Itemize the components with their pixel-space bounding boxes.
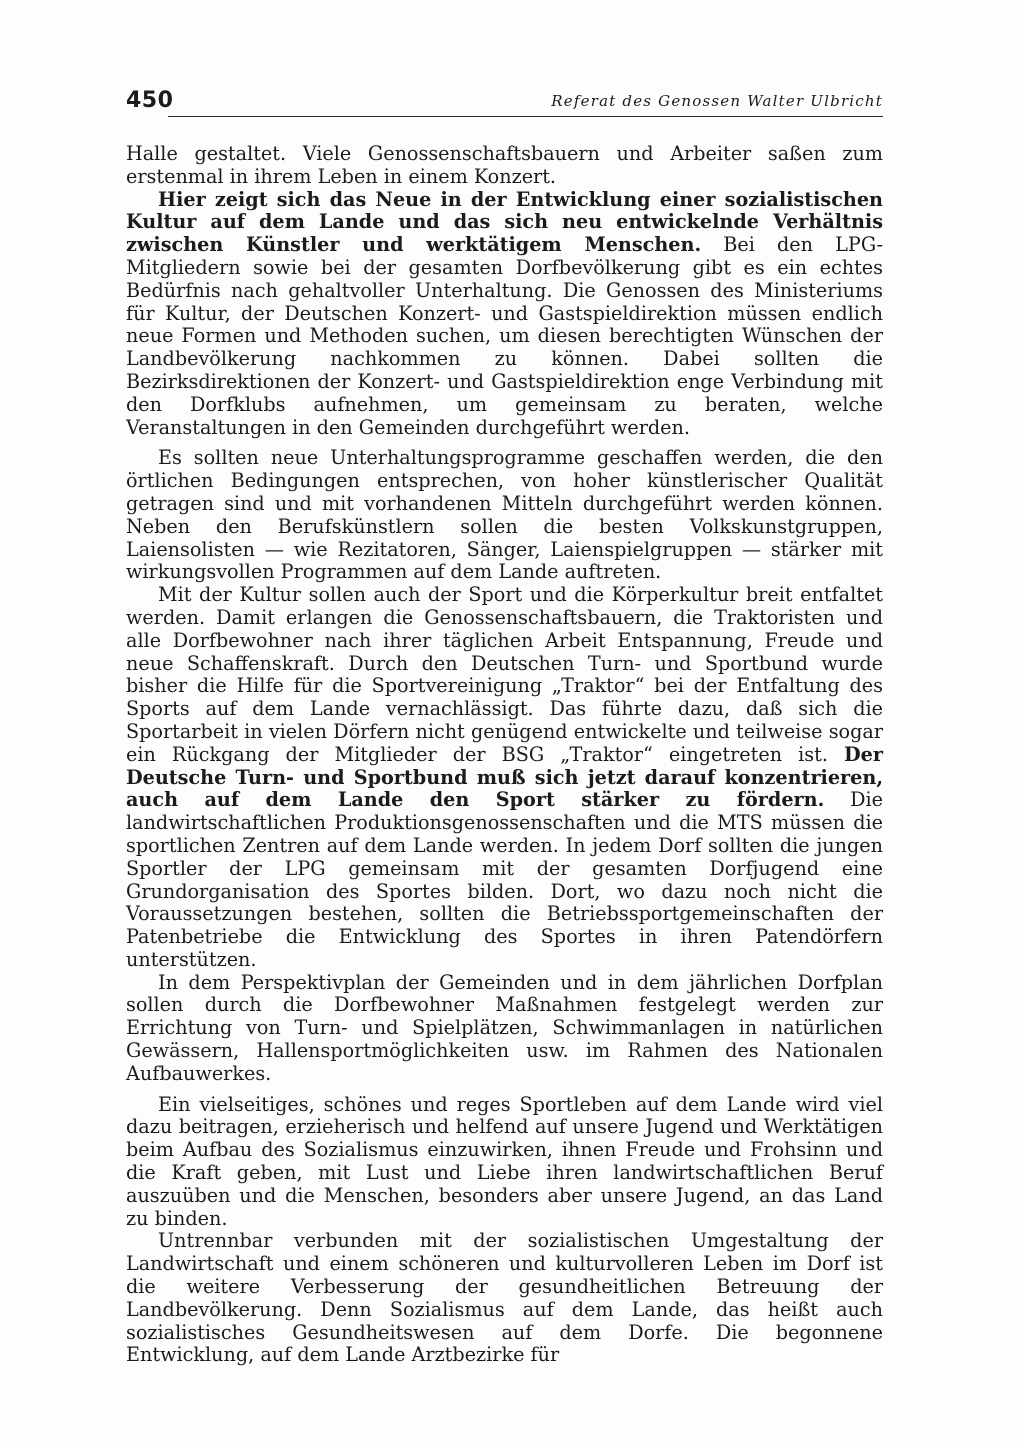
bold-text-run: Der Deutsche Turn- und Sportbund muß sich jetzt darauf konzentrieren, auch auf dem Lande den Sport stärker zu fördern. — [126, 742, 883, 812]
body-text — [126, 143, 883, 1367]
text-run: Die landwirtschaftlichen Produktionsgenossenschaften und die MTS müssen die sportlichen Zentren auf dem Lande werden. In jedem Dorf sollten die jungen Sportler der LPG gemeinsam mit der gesamten Dorfjugend eine Grundorganisation des Sportes bilden. Dort, wo dazu noch nicht die Voraussetzungen bestehen, sollten die Betriebssportgemeinschaften der Patenbetriebe die Entwicklung des Sportes in ihren Patendörfern unterstützen. — [126, 788, 883, 971]
running-head: Referat des Genossen Walter Ulbricht — [551, 92, 883, 110]
paragraph — [126, 584, 883, 972]
paragraph — [126, 1230, 883, 1367]
text-run: Ein vielseitiges, schönes und reges Sportleben auf dem Lande wird viel dazu beitragen, erzieherisch und helfend auf unsere Jugend und Werktätigen beim Aufbau des Sozialismus einzuwirken, ihnen Freude und Frohsinn und die Kraft geben, mit Lust und Liebe ihren landwirtschaftlichen Beruf auszuüben und die Menschen, besonders aber unsere Jugend, an das Land zu binden. — [126, 1092, 883, 1230]
paragraph — [126, 972, 883, 1086]
header-rule — [168, 116, 883, 117]
text-run: Bei den LPG-Mitgliedern sowie bei der gesamten Dorfbevölkerung gibt es ein echtes Bedürfnis nach gehaltvoller Unterhaltung. Die Genossen des Ministeriums für Kultur, der Deutschen Konzert- und Gastspieldirektion müssen endlich neue Formen und Methoden suchen, um diesen berechtigten Wünschen der Landbevölkerung nachkommen zu können. Dabei sollten die Bezirksdirektionen der Konzert- und Gastspieldirektion enge Verbindung mit den Dorfklubs aufnehmen, um gemeinsam zu beraten, welche Veranstaltungen in den Gemeinden durchgeführt werden. — [126, 233, 883, 439]
page-header — [126, 86, 883, 120]
paragraph — [126, 143, 883, 189]
text-run: In dem Perspektivplan der Gemeinden und in dem jährlichen Dorfplan sollen durch die Dorfbewohner Maßnahmen festgelegt werden zur Errichtung von Turn- und Spielplätzen, Schwimmanlagen in natürlichen Gewässern, Hallensportmöglichkeiten usw. im Rahmen des Nationalen Aufbauwerkes. — [126, 970, 883, 1085]
text-run: Untrennbar verbunden mit der sozialistischen Umgestaltung der Landwirtschaft und einem schöneren und kulturvolleren Leben im Dorf ist die weitere Verbesserung der gesundheitlichen Betreuung der Landbevölkerung. Denn Sozialismus auf dem Lande, das heißt auch sozialistisches Gesundheitswesen auf dem Dorfe. Die begonnene Entwicklung, auf dem Lande Arztbezirke für — [126, 1229, 883, 1367]
text-run: Es sollten neue Unterhaltungsprogramme geschaffen werden, die den örtlichen Bedingungen entsprechen, von hoher künstlerischer Qualität getragen sind und mit vorhandenen Mitteln durchgeführt werden können. Neben den Berufskünstlern sollen die besten Volkskunstgruppen, Laiensolisten — wie Rezitatoren, Sänger, Laienspielgruppen — stärker mit wirkungsvollen Programmen auf dem Lande auftreten. — [126, 446, 883, 584]
page-number: 450 — [126, 88, 174, 113]
text-run: Halle gestaltet. Viele Genossenschaftsbauern und Arbeiter saßen zum erstenmal in ihrem Leben in einem Konzert. — [126, 142, 883, 188]
paragraph — [126, 1094, 883, 1231]
paragraph — [126, 447, 883, 584]
bold-text-run: Hier zeigt sich das Neue in der Entwicklung einer sozialistischen Kultur auf dem Lande und das sich neu entwickelnde Verhältnis zwischen Künstler und werktätigem Menschen. — [126, 187, 883, 257]
paragraph — [126, 189, 883, 440]
text-run: Mit der Kultur sollen auch der Sport und die Körperkultur breit entfaltet werden. Damit erlangen die Genossenschaftsbauern, die Traktoristen und alle Dorfbewohner nach ihrer täglichen Arbeit Entspannung, Freude und neue Schaffenskraft. Durch den Deutschen Turn- und Sportbund wurde bisher die Hilfe für die Sportvereinigung „Traktor“ bei der Entfaltung des Sports auf dem Lande vernachlässigt. Das führte dazu, daß sich die Sportarbeit in vielen Dörfern nicht genügend entwickelte und teilweise sogar ein Rückgang der Mitglieder der BSG „Traktor“ eingetreten ist. — [126, 583, 883, 766]
